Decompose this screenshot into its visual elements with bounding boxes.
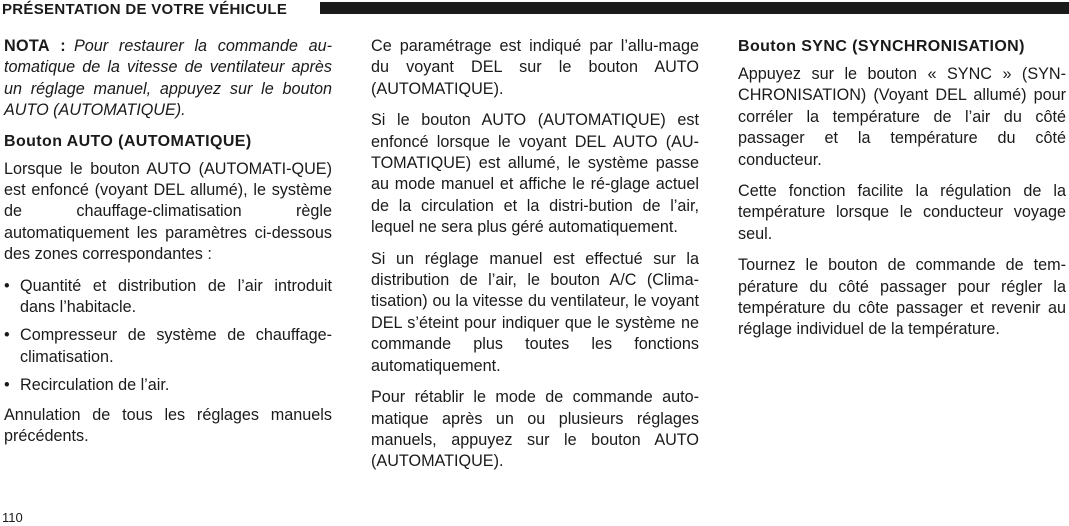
auto-paragraph-2: Annulation de tous les réglages manuels précédents. (4, 405, 332, 446)
auto-paragraph-1: Lorsque le bouton AUTO (AUTOMATI-QUE) est enfoncé (voyant DEL allumé), le système de chauffage-climatisation règle automatiquement les paramètres ci-dessous des zones correspondantes : (4, 159, 332, 264)
col2-paragraph-1: Ce paramétrage est indiqué par l’allu-mage du voyant DEL sur le bouton AUTO (AUTOMATIQUE). (371, 37, 699, 98)
section-title: PRÉSENTATION DE VOTRE VÉHICULE (2, 1, 297, 18)
column-1 (4, 36, 332, 458)
col2-paragraph-3: Si un réglage manuel est effectué sur la distribution de l’air, le bouton A/C (Clima-tisation) ou la vitesse du ventilateur, le voyant DEL s’éteint pour indiquer que le système ne commande plus toutes les fonctions automatiquement. (371, 249, 699, 375)
note-text: Pour restaurer la commande au-tomatique de la vitesse de ventilateur après un réglage manuel, appuyez sur le bouton AUTO (AUTOMATIQUE). (4, 37, 333, 120)
page-number: 110 (2, 510, 23, 525)
auto-bullet-list (4, 276, 332, 397)
header-rule (320, 2, 1069, 14)
note (4, 36, 332, 122)
list-item: • Compresseur de système de chauffage-climatisation. (4, 326, 332, 366)
sync-paragraph-3: Tournez le bouton de commande de tem-pérature du côté passager pour régler la température du côte passager et revenir au réglage individuel de la température. (738, 256, 1066, 339)
bullet-icon: • (4, 376, 10, 395)
sync-button-heading: Bouton SYNC (SYNCHRONISATION) (738, 38, 1025, 55)
bullet-icon: • (4, 326, 10, 345)
col2-paragraph-2: Si le bouton AUTO (AUTOMATIQUE) est enfoncé lorsque le voyant DEL AUTO (AU-TOMATIQUE) est allumé, le système passe au mode manuel et affiche le ré-glage actuel de la circulation et la distri-bution de l’air, lequel ne sera plus géré automatiquement. (371, 111, 699, 237)
col2-paragraph-4: Pour rétablir le mode de commande auto-matique après un ou plusieurs réglages manuels, appuyez sur le bouton AUTO (AUTOMATIQUE). (371, 388, 699, 471)
bullet-icon: • (4, 276, 10, 295)
column-3 (738, 36, 1066, 351)
list-item: • Recirculation de l’air. (4, 375, 332, 396)
list-item: • Quantité et distribution de l’air introduit dans l’habitacle. (4, 276, 332, 317)
auto-button-heading: Bouton AUTO (AUTOMATIQUE) (4, 132, 252, 150)
page-header (0, 0, 1069, 20)
note-label: NOTA : (4, 37, 66, 55)
column-2 (371, 36, 699, 483)
sync-paragraph-2: Cette fonction facilite la régulation de la température lorsque le conducteur voyage seul. (738, 182, 1066, 243)
sync-paragraph-1: Appuyez sur le bouton « SYNC » (SYN-CHRONISATION) (Voyant DEL allumé) pour corréler la température de l’air du côté passager et la température du côté conducteur. (738, 65, 1066, 169)
